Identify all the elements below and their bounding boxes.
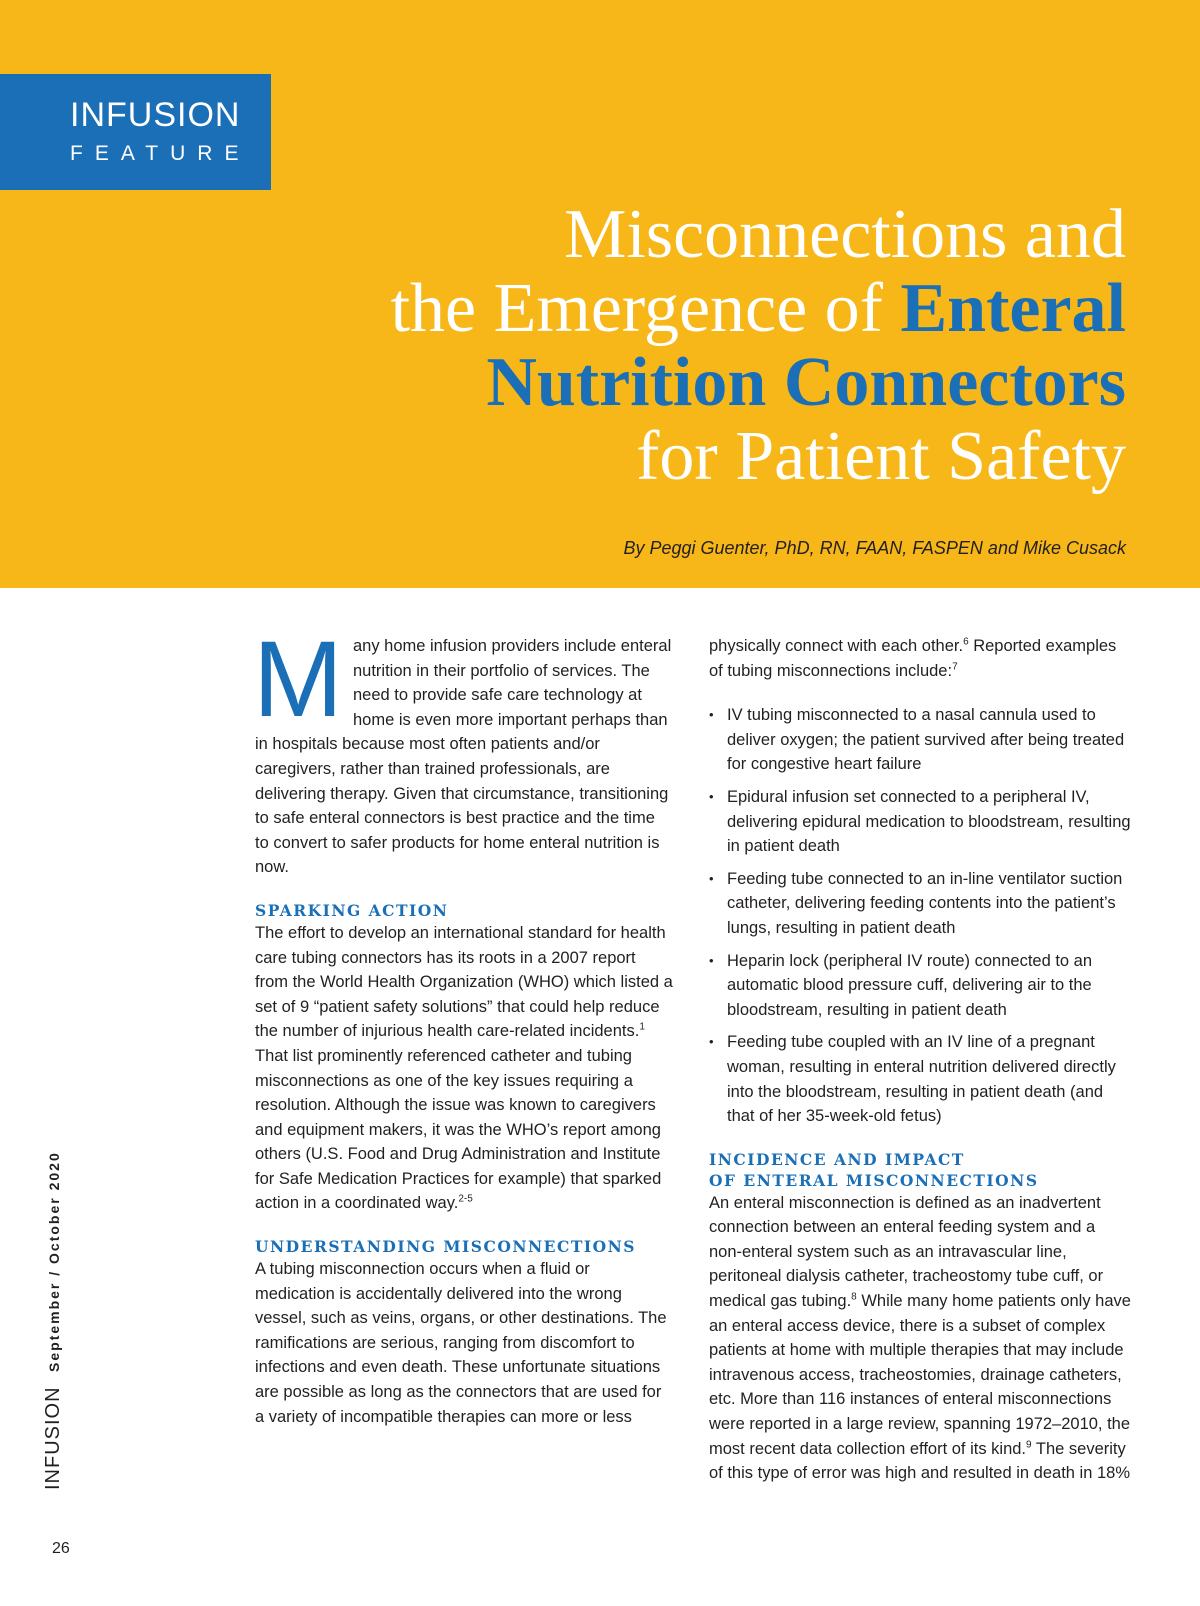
list-item: • Heparin lock (peripheral IV route) connected to an automatic blood pressure cuff, delivering air to the bloodstream, resulting in patient death <box>709 949 1131 1023</box>
side-infusion-logo: INFUSION <box>42 1386 64 1490</box>
title-line-2-blue: Enteral <box>900 270 1126 347</box>
byline: By Peggi Guenter, PhD, RN, FAAN, FASPEN and Mike Cusack <box>623 538 1126 558</box>
heading-line: OF ENTERAL MISCONNECTIONS <box>709 1170 1039 1190</box>
footnote-ref: 1 <box>639 1021 645 1033</box>
list-item: • Feeding tube connected to an in-line ventilator suction catheter, delivering feeding contents into the patient’s lungs, resulting in patient death <box>709 867 1131 941</box>
title-line-1: Misconnections and <box>564 196 1126 273</box>
paragraph-text: The severity of this type of error was high and resulted in death in 18% <box>709 1439 1130 1483</box>
incidence-paragraph <box>709 1191 1131 1486</box>
side-running-footer <box>42 1090 65 1490</box>
list-item: • Feeding tube coupled with an IV line of a pregnant woman, resulting in enteral nutrition delivered directly into the bloodstream, resulting in patient death (and that of her 35-week-old fetus) <box>709 1030 1131 1128</box>
title-line-4: for Patient Safety <box>636 418 1126 495</box>
section-badge <box>0 74 271 190</box>
drop-cap: M <box>253 618 343 739</box>
title-line-2-plain: the Emergence of <box>390 270 901 347</box>
paragraph-text: While many home patients only have an enteral access device, there is a subset of complex patients at home with multiple therapies that may include intravenous access, tracheostomies, drainage catheters, etc. More than 116 instances of enteral misconnections were reported in a large review, spanning 1972–2010, the most recent data collection effort of its kind. <box>709 1292 1131 1458</box>
intro-paragraph <box>253 618 673 880</box>
list-item: • Epidural infusion set connected to a peripheral IV, delivering epidural medication to bloodstream, resulting in patient death <box>709 785 1131 859</box>
footnote-ref: 6 <box>963 636 969 648</box>
paragraph-text: physically connect with each other. <box>709 637 964 655</box>
footnote-ref: 2-5 <box>458 1193 473 1205</box>
page-number: 26 <box>52 1540 70 1557</box>
article-title <box>246 198 1126 494</box>
paragraph-text: An enteral misconnection is defined as an inadvertent connection between an enteral feeding system and a non-enteral system such as an intravascular line, peritoneal dialysis catheter, tracheostomy tube cuff, or medical gas tubing. <box>709 1193 1104 1311</box>
continued-paragraph <box>709 634 1131 683</box>
footnote-ref: 9 <box>1026 1439 1032 1451</box>
misconnection-examples-list <box>709 703 1131 1129</box>
section-heading-incidence <box>709 1149 1131 1191</box>
section-label: FEATURE <box>70 142 251 165</box>
paragraph-text: Reported examples of tubing misconnections include: <box>709 637 1117 680</box>
understanding-paragraph: A tubing misconnection occurs when a fluid or medication is accidentally delivered into the wrong vessel, such as veins, organs, or other destinations. The ramifications are serious, ranging from discomfort to infections and even death. These unfortunate situations are possible as long as the connectors that are used for a variety of incompatible therapies can more or less <box>255 1260 667 1426</box>
paragraph-text: The effort to develop an international standard for health care tubing connectors has its roots in a 2007 report from the World Health Organization (WHO) which listed a set of 9 “patient safety solutions” that could help reduce the number of injurious health care-related incidents. <box>255 923 673 1041</box>
title-banner <box>0 0 1200 588</box>
title-line-3: Nutrition Connectors <box>486 344 1126 421</box>
footnote-ref: 8 <box>851 1291 857 1303</box>
footnote-ref: 7 <box>952 661 958 673</box>
left-column <box>253 618 673 1449</box>
paragraph-text: That list prominently referenced catheter and tubing misconnections as one of the key issues requiring a resolution. Although the issue was known to caregivers and equipment makers, it was the WHO’s report among others (U.S. Food and Drug Administration and Institute for Safe Medication Practices for example) that sparked action in a coordinated way. <box>255 1046 662 1213</box>
section-heading-sparking-action: SPARKING ACTION <box>255 900 449 920</box>
section-heading-understanding: UNDERSTANDING MISCONNECTIONS <box>255 1237 636 1257</box>
heading-line: INCIDENCE AND IMPACT <box>709 1149 965 1169</box>
infusion-logo: INFUSION <box>70 96 241 134</box>
right-column <box>709 634 1131 1506</box>
intro-text: any home infusion providers include enteral nutrition in their portfolio of services. The need to provide safe care technology at home is even more important perhaps than in hospitals because most often patients and/or caregivers, rather than trained professionals, are delivering therapy. Given that circumstance, transitioning to safe enteral connectors is best practice and the time to convert to safer products for home enteral nutrition is now. <box>255 637 672 877</box>
list-item: • IV tubing misconnected to a nasal cannula used to deliver oxygen; the patient survived after being treated for congestive heart failure <box>709 703 1131 777</box>
issue-date: September / October 2020 <box>46 1151 62 1372</box>
sparking-action-paragraph <box>255 921 673 1216</box>
